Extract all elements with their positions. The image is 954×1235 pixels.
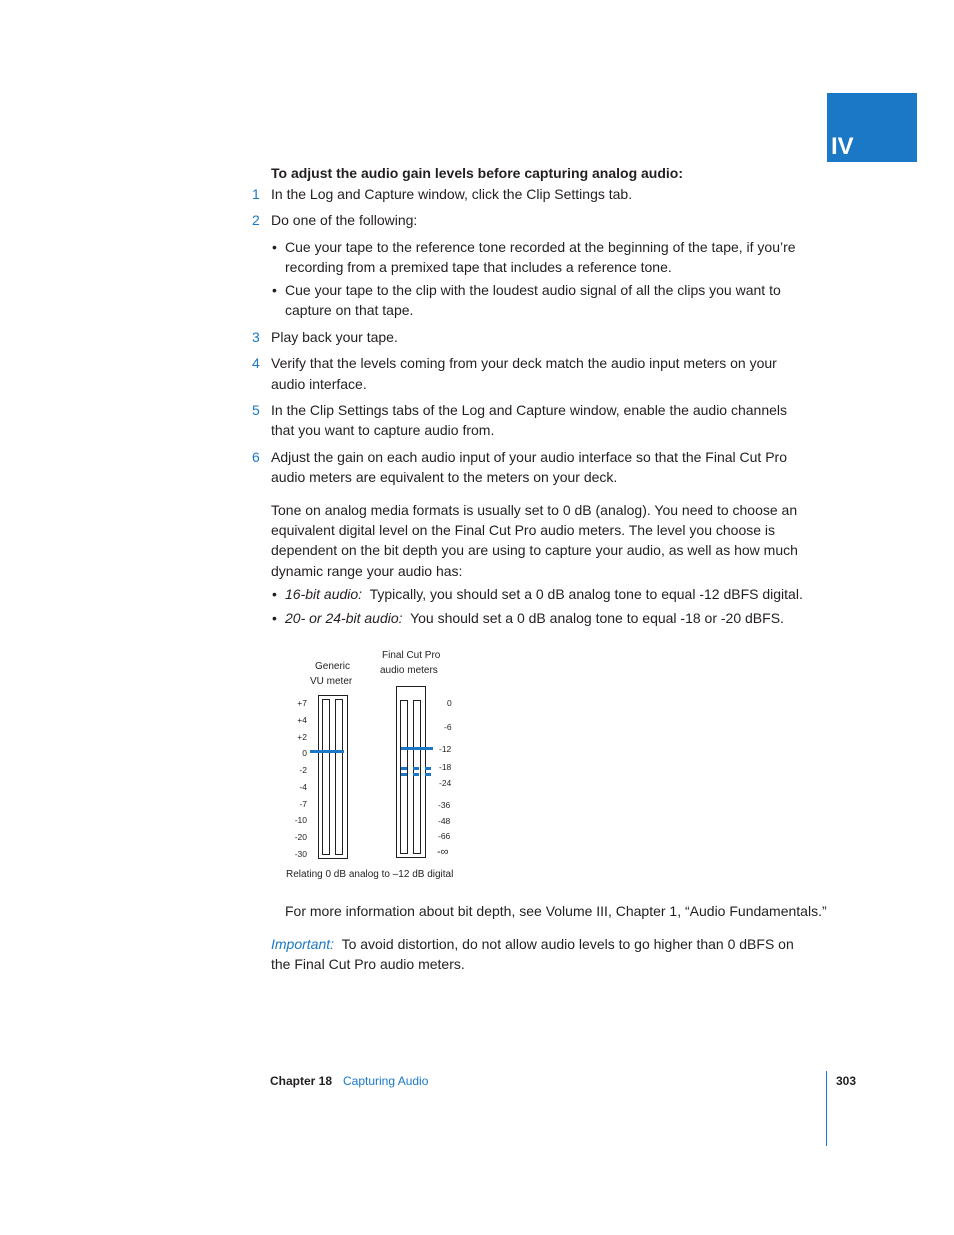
- fcp-tick-label: -18: [439, 762, 452, 772]
- important-text: To avoid distortion, do not allow audio levels to go higher than 0 dBFS on: [341, 936, 794, 952]
- step-2-text: Do one of the following:: [271, 212, 418, 228]
- fcp-dashed-marker: [401, 773, 407, 776]
- body-paragraph: dynamic range your audio has:: [271, 563, 463, 579]
- step-6-text: Adjust the gain on each audio input of your audio interface so that the Final Cut Pro: [271, 449, 787, 465]
- fcp-dashed-marker: [425, 773, 431, 776]
- more-info-paragraph: For more information about bit depth, see Volume III, Chapter 1, “Audio Fundamentals.”: [285, 903, 827, 919]
- important-note-continued: the Final Cut Pro audio meters.: [271, 956, 465, 972]
- step-number-6: 6: [252, 449, 260, 465]
- fcp-meter-channel: [400, 700, 408, 854]
- figure-caption: Relating 0 dB analog to –12 dB digital: [286, 869, 454, 880]
- fcp-meter-label: audio meters: [380, 665, 438, 676]
- step-number-1: 1: [252, 186, 260, 202]
- fcp-tick-label: -24: [439, 778, 452, 788]
- bit-depth-bullet-24: [285, 608, 784, 628]
- fcp-minus12-marker: [401, 747, 433, 750]
- bullet: •: [272, 239, 277, 255]
- term: 20- or 24-bit audio:: [285, 610, 403, 626]
- vu-meter-label: VU meter: [310, 676, 353, 687]
- vu-tick-label: +4: [297, 715, 307, 725]
- vu-tick-label: +7: [297, 698, 307, 708]
- fcp-tick-label: -48: [438, 816, 451, 826]
- vu-tick-label: -2: [299, 765, 307, 775]
- vu-tick-label: +2: [297, 732, 307, 742]
- part-tab: IV: [827, 93, 917, 162]
- term-description: You should set a 0 dB analog tone to equal -18 or -20 dBFS.: [410, 610, 784, 626]
- vu-tick-label: -20: [294, 832, 307, 842]
- fcp-tick-label: -∞: [437, 846, 449, 858]
- footer-divider: [826, 1071, 827, 1146]
- bullet: •: [272, 610, 277, 626]
- fcp-tick-label: -6: [444, 722, 452, 732]
- step-number-4: 4: [252, 355, 260, 371]
- term: 16-bit audio:: [285, 586, 363, 602]
- step-1-text: In the Log and Capture window, click the Clip Settings tab.: [271, 186, 633, 202]
- vu-meter-channel: [322, 699, 330, 855]
- vu-meter-label: Generic: [315, 661, 351, 672]
- page-number: 303: [836, 1074, 857, 1088]
- bullet-text: Cue your tape to the reference tone recorded at the beginning of the tape, if you’re: [285, 239, 796, 255]
- term-description: Typically, you should set a 0 dB analog tone to equal -12 dBFS digital.: [369, 586, 803, 602]
- fcp-meter-label: Final Cut Pro: [382, 650, 441, 661]
- fcp-tick-label: -66: [438, 831, 451, 841]
- step-number-3: 3: [252, 329, 260, 345]
- procedure-heading: To adjust the audio gain levels before capturing analog audio:: [271, 165, 684, 181]
- body-paragraph: equivalent digital level on the Final Cut Pro audio meters. The level you choose is: [271, 522, 776, 538]
- bullet-text: Cue your tape to the clip with the loudest audio signal of all the clips you want to: [285, 282, 781, 298]
- vu-tick-label: -4: [299, 782, 307, 792]
- vu-tick-label: -10: [294, 815, 307, 825]
- step-5-text: that you want to capture audio from.: [271, 422, 495, 438]
- body-paragraph: dependent on the bit depth you are using to capture your audio, as well as how much: [271, 542, 798, 558]
- step-5-text: In the Clip Settings tabs of the Log and Capture window, enable the audio channels: [271, 402, 788, 418]
- fcp-dashed-marker: [413, 773, 419, 776]
- step-3-text: Play back your tape.: [271, 329, 398, 345]
- fcp-dashed-marker: [425, 767, 431, 770]
- important-label: Important:: [271, 936, 335, 952]
- bullet: •: [272, 282, 277, 298]
- body-paragraph: Tone on analog media formats is usually set to 0 dB (analog). You need to choose an: [271, 502, 798, 518]
- fcp-tick-label: -36: [438, 800, 451, 810]
- fcp-dashed-marker: [413, 767, 419, 770]
- step-4-text: Verify that the levels coming from your deck match the audio input meters on your: [271, 355, 777, 371]
- footer-chapter-title: Capturing Audio: [343, 1074, 429, 1088]
- step-number-5: 5: [252, 402, 260, 418]
- bullet-text: recording from a premixed tape that includes a reference tone.: [285, 259, 672, 275]
- fcp-meter-channel: [413, 700, 421, 854]
- bullet: •: [272, 586, 277, 602]
- footer-chapter-number: Chapter 18: [270, 1074, 333, 1088]
- vu-meter-channel: [335, 699, 343, 855]
- fcp-tick-label: 0: [447, 698, 452, 708]
- vu-zero-marker: [310, 750, 344, 753]
- step-4-text: audio interface.: [271, 376, 367, 392]
- vu-tick-label: 0: [302, 748, 307, 758]
- vu-tick-label: -30: [294, 849, 307, 859]
- step-number-2: 2: [252, 212, 260, 228]
- fcp-tick-label: -12: [439, 744, 452, 754]
- important-note: [271, 934, 794, 954]
- fcp-dashed-marker: [401, 767, 407, 770]
- bit-depth-bullet-16: [285, 584, 803, 604]
- vu-tick-label: -7: [299, 799, 307, 809]
- step-6-text: audio meters are equivalent to the meters on your deck.: [271, 469, 618, 485]
- bullet-text: capture on that tape.: [285, 302, 414, 318]
